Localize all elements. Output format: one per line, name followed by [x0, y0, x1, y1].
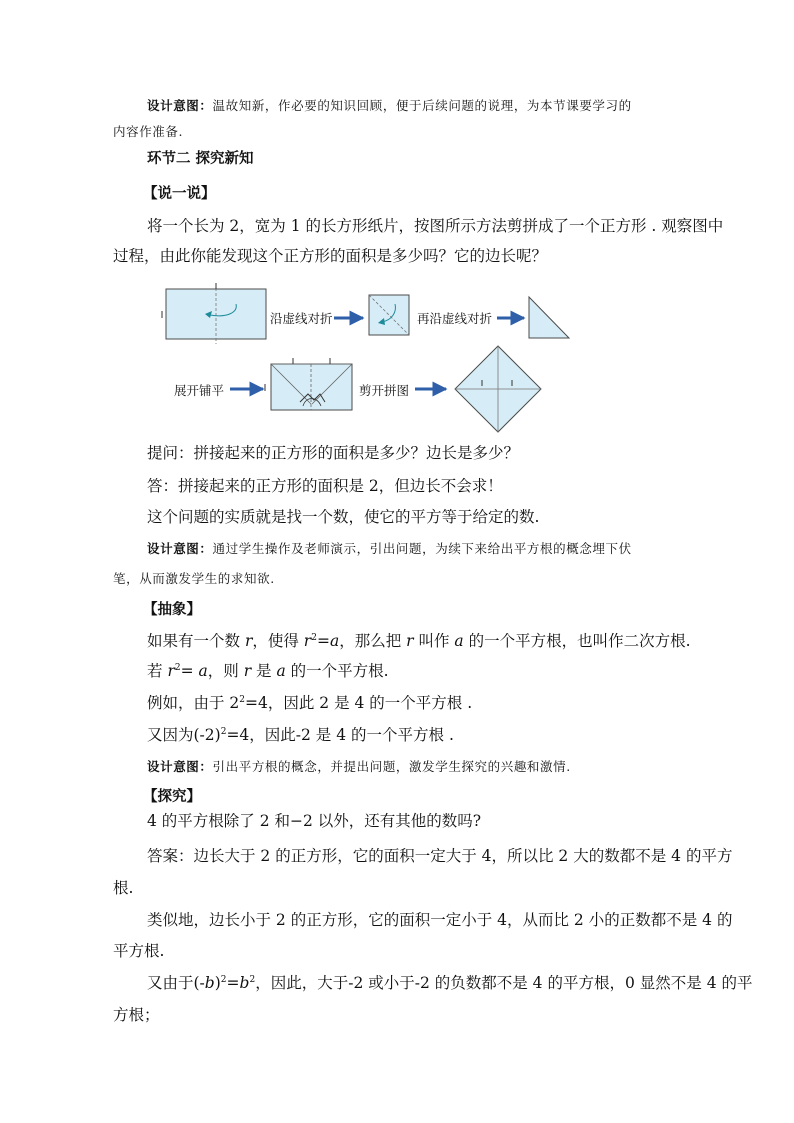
explore-heading: 【探究】 [143, 788, 201, 805]
design-intent-label: 设计意图： [147, 541, 213, 556]
answer2-line2: 平方根. [113, 942, 165, 960]
design-intent-2-line2: 笔，从而激发学生的求知欲. [113, 571, 275, 586]
if-line: 若 $r^2= a$，则 r 是 a 的一个平方根. [147, 662, 389, 680]
folded-triangle [529, 297, 569, 338]
explore-question: 4 的平方根除了 2 和−2 以外，还有其他的数吗? [147, 812, 482, 830]
folded-square [369, 295, 409, 335]
step2-label: 再沿虚线对折 [417, 311, 493, 326]
example-line-1: 例如，由于 $2^2=4$，因此 2 是 4 的一个平方根 . [147, 694, 473, 712]
design-intent-label: 设计意图： [147, 759, 213, 774]
answer1-line2: 根. [113, 879, 134, 897]
answer2-line1: 类似地，边长小于 2 的正方形，它的面积一定小于 4，从而比 2 小的正数都不是 4 的 [147, 911, 733, 929]
answer-line: 答：拼接起来的正方形的面积是 2，但边长不会求！ [147, 477, 503, 495]
question-line: 提问：拼接起来的正方形的面积是多少？边长是多少？ [147, 444, 520, 462]
section-title: 环节二 探究新知 [147, 150, 254, 167]
design-intent-3-line1 [147, 757, 571, 777]
say-paragraph-line1: 将一个长为 2，宽为 1 的长方形纸片，按图所示方法剪拼成了一个正方形 . 观察图中 [147, 217, 724, 235]
design-intent-1-line2: 内容作准备. [113, 124, 184, 139]
definition-line: 如果有一个数 r，使得 $r^2=a$，那么把 r 叫作 a 的一个平方根，也叫作二次方根. [147, 632, 691, 650]
design-intent-label: 设计意图： [147, 98, 213, 113]
step1-label: 沿虚线对折 [270, 311, 333, 326]
example-line-2: 又因为$(-2)^2=4$，因此-2 是 4 的一个平方根 . [147, 726, 454, 744]
design-intent-text: 通过学生操作及老师演示，引出问题，为续下来给出平方根的概念埋下伏 [212, 541, 632, 556]
step4-label: 剪开拼图 [359, 383, 410, 398]
essence-line: 这个问题的实质就是找一个数，使它的平方等于给定的数. [147, 508, 540, 526]
answer3-line1: 又由于$(-b)^2=b^2$，因此，大于-2 或小于-2 的负数都不是 4 的平方根，0 显然不是 4 的平 [147, 974, 753, 992]
answer3-line2: 方根； [113, 1006, 160, 1024]
assembled-square [455, 346, 541, 432]
design-intent-text: 引出平方根的概念，并提出问题，激发学生探究的兴趣和激情. [212, 759, 571, 774]
folding-figure [0, 0, 794, 440]
say-heading: 【说一说】 [143, 185, 216, 202]
say-paragraph-line2: 过程，由此你能发现这个正方形的面积是多少吗？它的边长呢？ [113, 247, 548, 265]
answer1-line1: 答案：边长大于 2 的正方形，它的面积一定大于 4，所以比 2 大的数都不是 4 的平方 [147, 847, 733, 865]
step3-label: 展开铺平 [174, 383, 225, 398]
abstract-heading: 【抽象】 [143, 601, 201, 618]
design-intent-2-line1 [147, 539, 632, 559]
design-intent-text: 温故知新，作必要的知识回顾，便于后续问题的说理，为本节课要学习的 [212, 98, 632, 113]
unfolded-paper [265, 358, 352, 410]
rectangle-paper [162, 283, 266, 344]
